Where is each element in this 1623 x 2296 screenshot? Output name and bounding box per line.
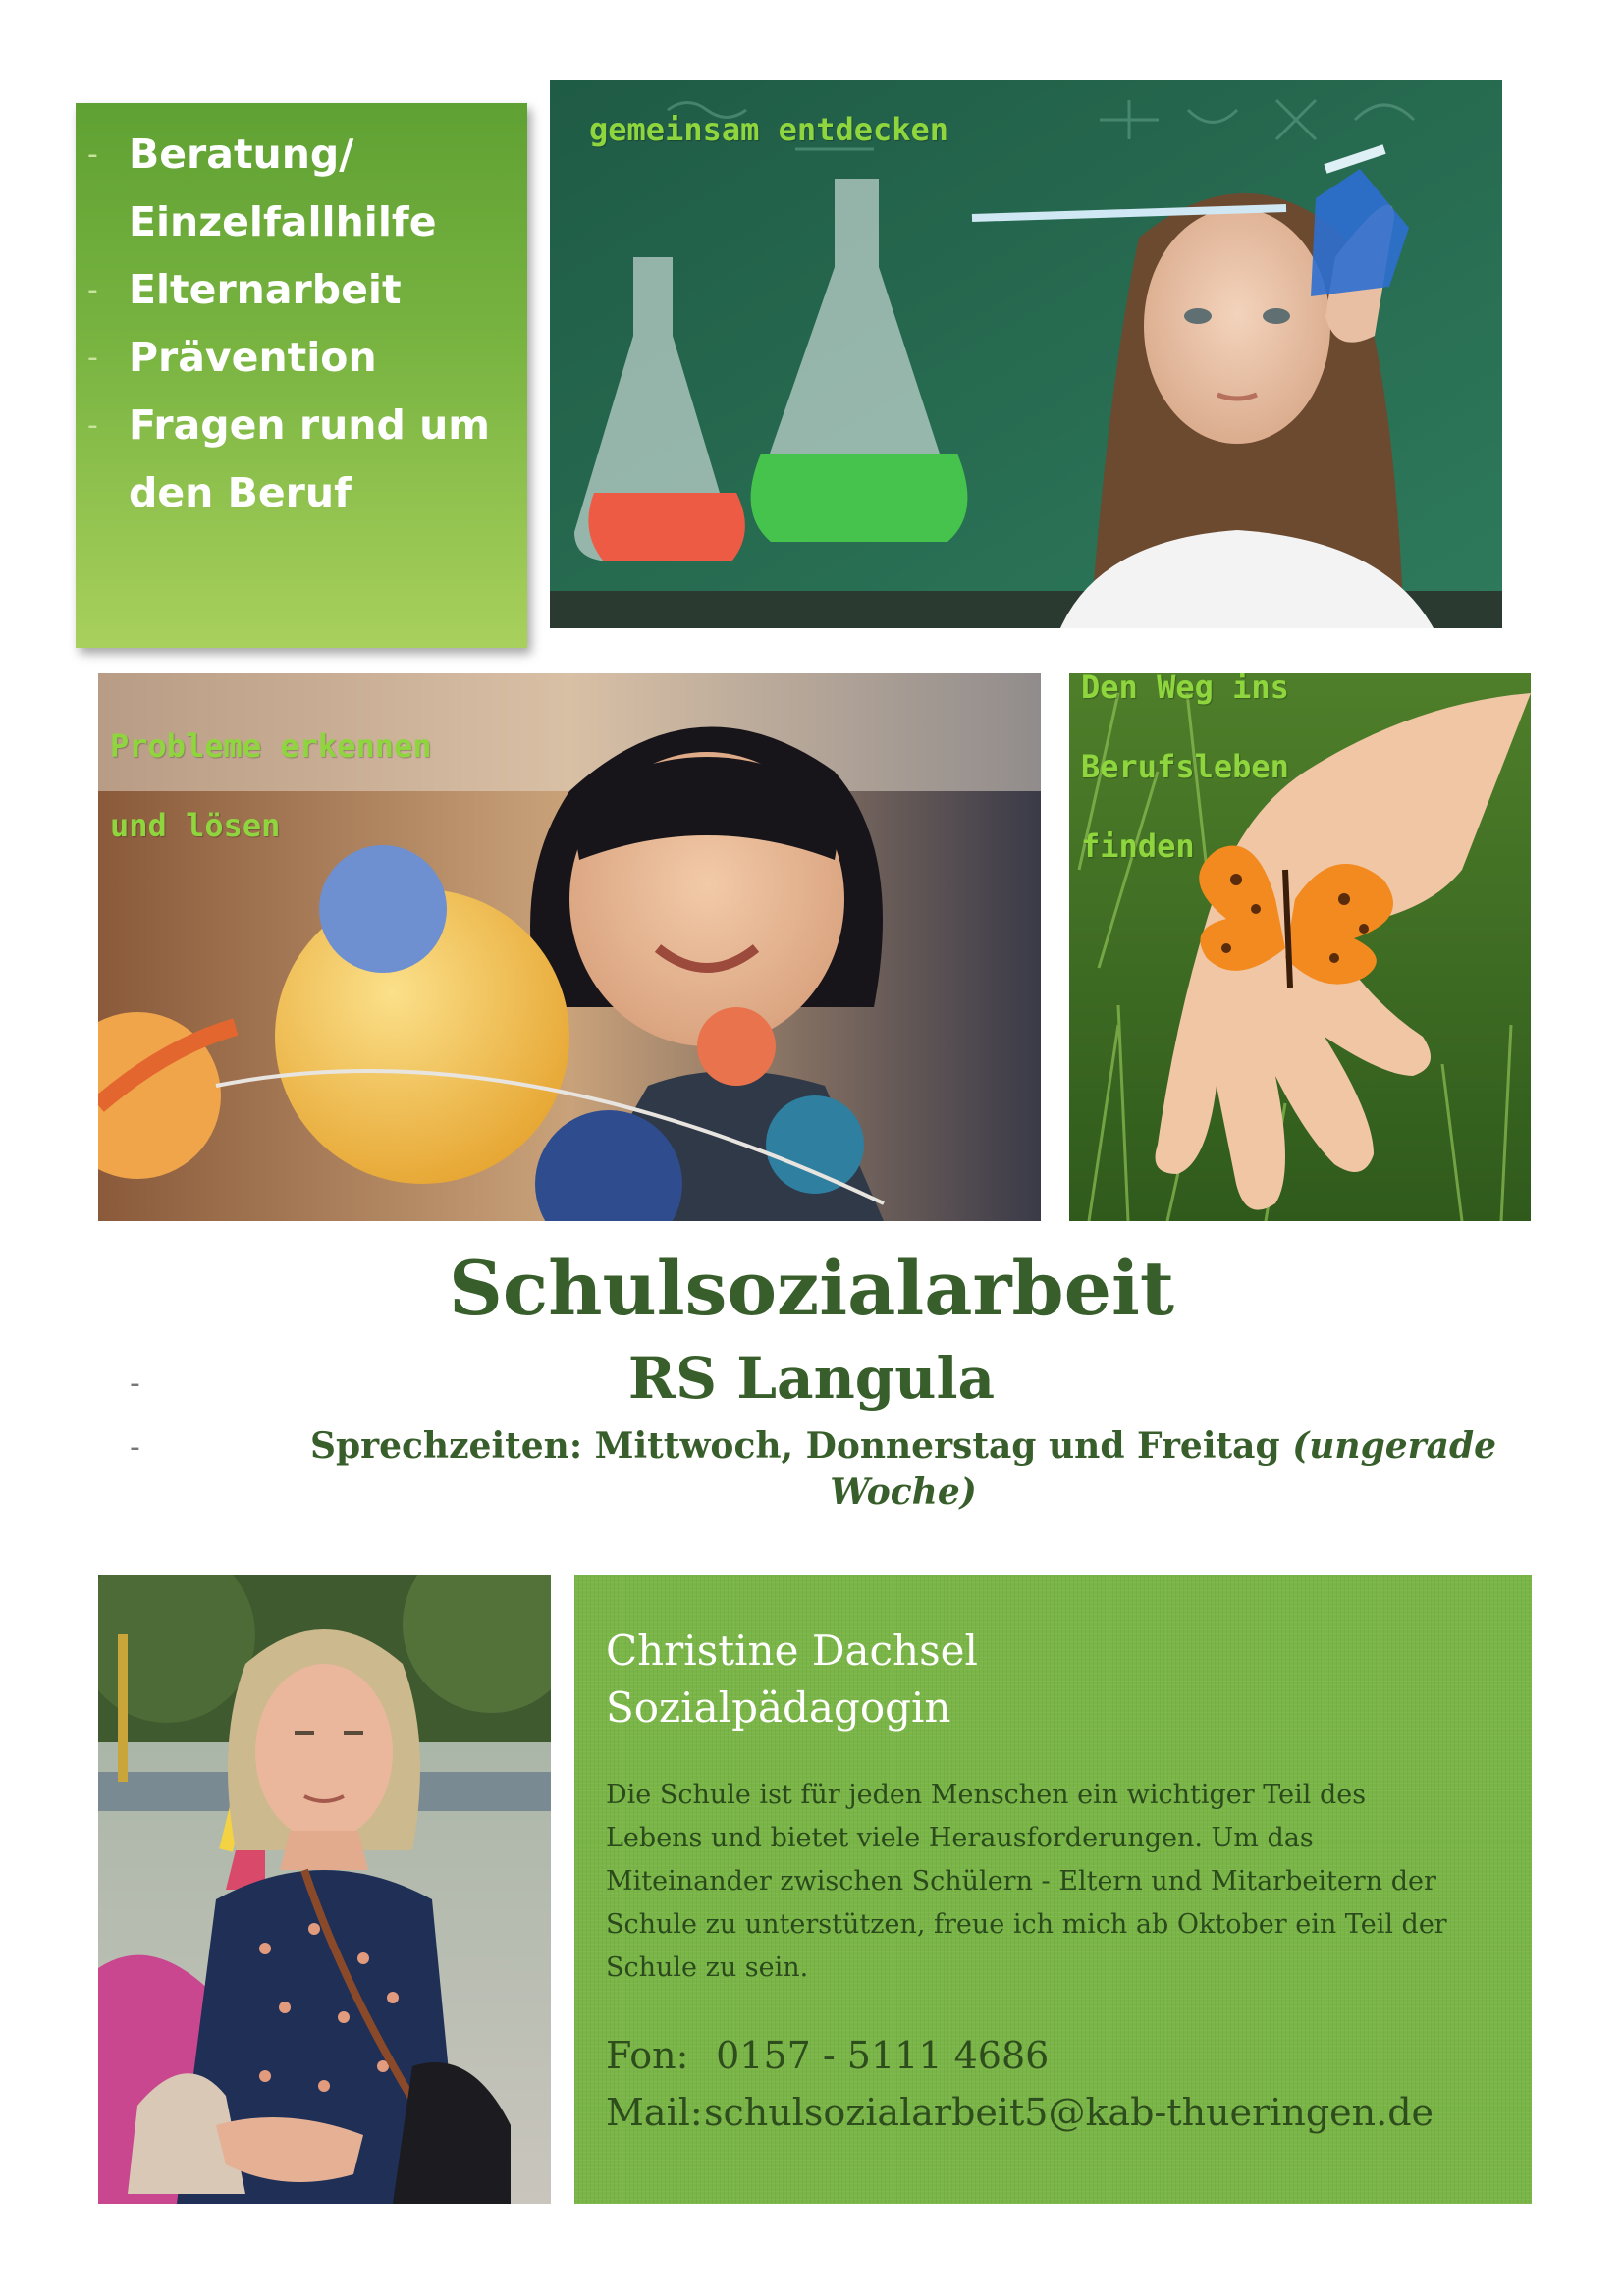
contact-phone-line	[606, 2027, 1502, 2084]
butterfly-caption-line-2: Berufsleben	[1081, 748, 1289, 785]
bullet: -	[87, 137, 98, 172]
phone-label: Fon:	[606, 2034, 689, 2077]
contact-box	[574, 1575, 1532, 2204]
butterfly-caption-line-1: Den Weg ins	[1081, 673, 1289, 706]
planets-caption-line-2: und lösen	[110, 807, 281, 844]
planets-caption-line-1: Probleme erkennen	[110, 727, 432, 765]
contact-name: Christine Dachsel	[606, 1627, 978, 1675]
butterfly-caption-line-3: finden	[1081, 828, 1195, 865]
office-hours-main: Sprechzeiten: Mittwoch, Donnerstag und Freitag	[309, 1425, 1280, 1467]
office-hours	[236, 1423, 1571, 1516]
bullet: -	[87, 341, 98, 375]
portrait-illustration	[98, 1575, 551, 2204]
email-link[interactable]: schulsozialarbeit5@kab-thueringen.de	[704, 2091, 1434, 2134]
butterfly-photo	[1069, 673, 1531, 1221]
office-hours-note: (ungerade Woche)	[830, 1425, 1497, 1513]
service-item: - Prävention	[87, 324, 517, 392]
services-box	[76, 103, 527, 648]
services-list	[87, 121, 517, 527]
bullet-dash: -	[130, 1430, 140, 1465]
bullet: -	[87, 273, 98, 307]
planets-photo	[98, 673, 1041, 1221]
phone-number[interactable]: 0157 - 5111 4686	[716, 2034, 1050, 2077]
contact-role: Sozialpädagogin	[606, 1683, 951, 1732]
service-item: - Beratung/ Einzelfallhilfe	[87, 121, 517, 256]
lab-illustration	[550, 80, 1502, 628]
mail-label: Mail:	[606, 2091, 703, 2134]
portrait-photo	[98, 1575, 551, 2204]
school-name: RS Langula	[627, 1345, 996, 1412]
bullet: -	[87, 408, 98, 443]
contact-description: Die Schule ist für jeden Menschen ein wichtiger Teil des Lebens und bietet viele Herausforderungen. Um das Miteinander zwischen Schülern - Eltern und Mitarbeitern der Schule zu unterstützen, freue ich mich ab Oktober ein Teil der Schule zu sein.	[606, 1780, 1447, 1983]
page-title: Schulsozialarbeit	[449, 1245, 1174, 1332]
service-item: - Fragen rund um den Beruf	[87, 392, 517, 527]
contact-mail-line	[606, 2084, 1502, 2141]
bullet-dash: -	[130, 1366, 140, 1401]
lab-photo	[550, 80, 1502, 628]
service-item: - Elternarbeit	[87, 256, 517, 324]
lab-caption: gemeinsam entdecken	[589, 111, 949, 148]
